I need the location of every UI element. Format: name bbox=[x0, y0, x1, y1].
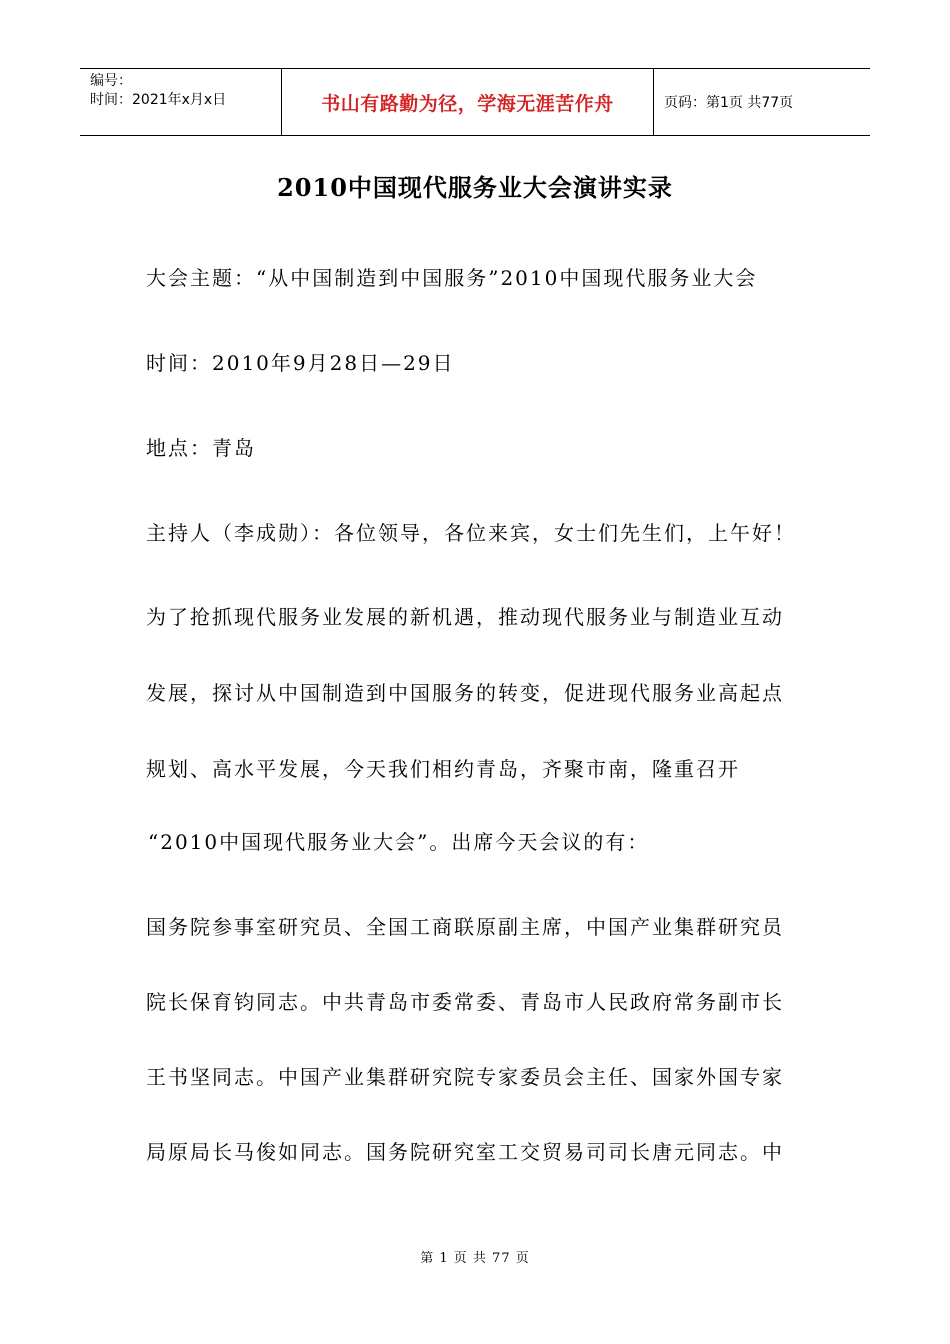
body-line: 规划、高水平发展，今天我们相约青岛，齐聚市南，隆重召开 bbox=[146, 757, 740, 781]
body-line: “2010中国现代服务业大会”。出席今天会议的有： bbox=[148, 830, 650, 854]
location-line: 地点：青岛 bbox=[146, 436, 256, 460]
motto-text: 书山有路勤为径，学海无涯苦作舟 bbox=[321, 92, 614, 115]
header-meta-cell bbox=[80, 69, 282, 135]
body-line: 发展，探讨从中国制造到中国服务的转变，促进现代服务业高起点 bbox=[146, 681, 784, 705]
number-label: 编号： bbox=[90, 73, 132, 89]
header-motto-cell bbox=[282, 69, 654, 135]
theme-line: 大会主题：“从中国制造到中国服务”2010中国现代服务业大会 bbox=[146, 266, 758, 290]
document-header bbox=[80, 68, 870, 136]
attendee-line: 局原局长马俊如同志。国务院研究室工交贸易司司长唐元同志。中 bbox=[146, 1140, 784, 1164]
document-title: 2010中国现代服务业大会演讲实录 bbox=[277, 173, 673, 202]
attendee-line: 国务院参事室研究员、全国工商联原副主席，中国产业集群研究员 bbox=[146, 915, 784, 939]
attendee-line: 院长保育钧同志。中共青岛市委常委、青岛市人民政府常务副市长 bbox=[146, 990, 784, 1014]
attendee-line: 王书坚同志。中国产业集群研究院专家委员会主任、国家外国专家 bbox=[146, 1065, 784, 1089]
page-footer: 第 1 页 共 77 页 bbox=[420, 1251, 530, 1266]
header-page-cell bbox=[654, 69, 870, 135]
body-line: 为了抢抓现代服务业发展的新机遇，推动现代服务业与制造业互动 bbox=[146, 605, 784, 629]
time-line: 时间：2010年9月28日—29日 bbox=[146, 351, 455, 375]
time-label: 时间：2021年x月x日 bbox=[90, 92, 227, 108]
host-line: 主持人（李成勋）：各位领导，各位来宾，女士们先生们，上午好！ bbox=[146, 521, 796, 545]
page-info: 页码：第1页 共77页 bbox=[664, 95, 794, 111]
